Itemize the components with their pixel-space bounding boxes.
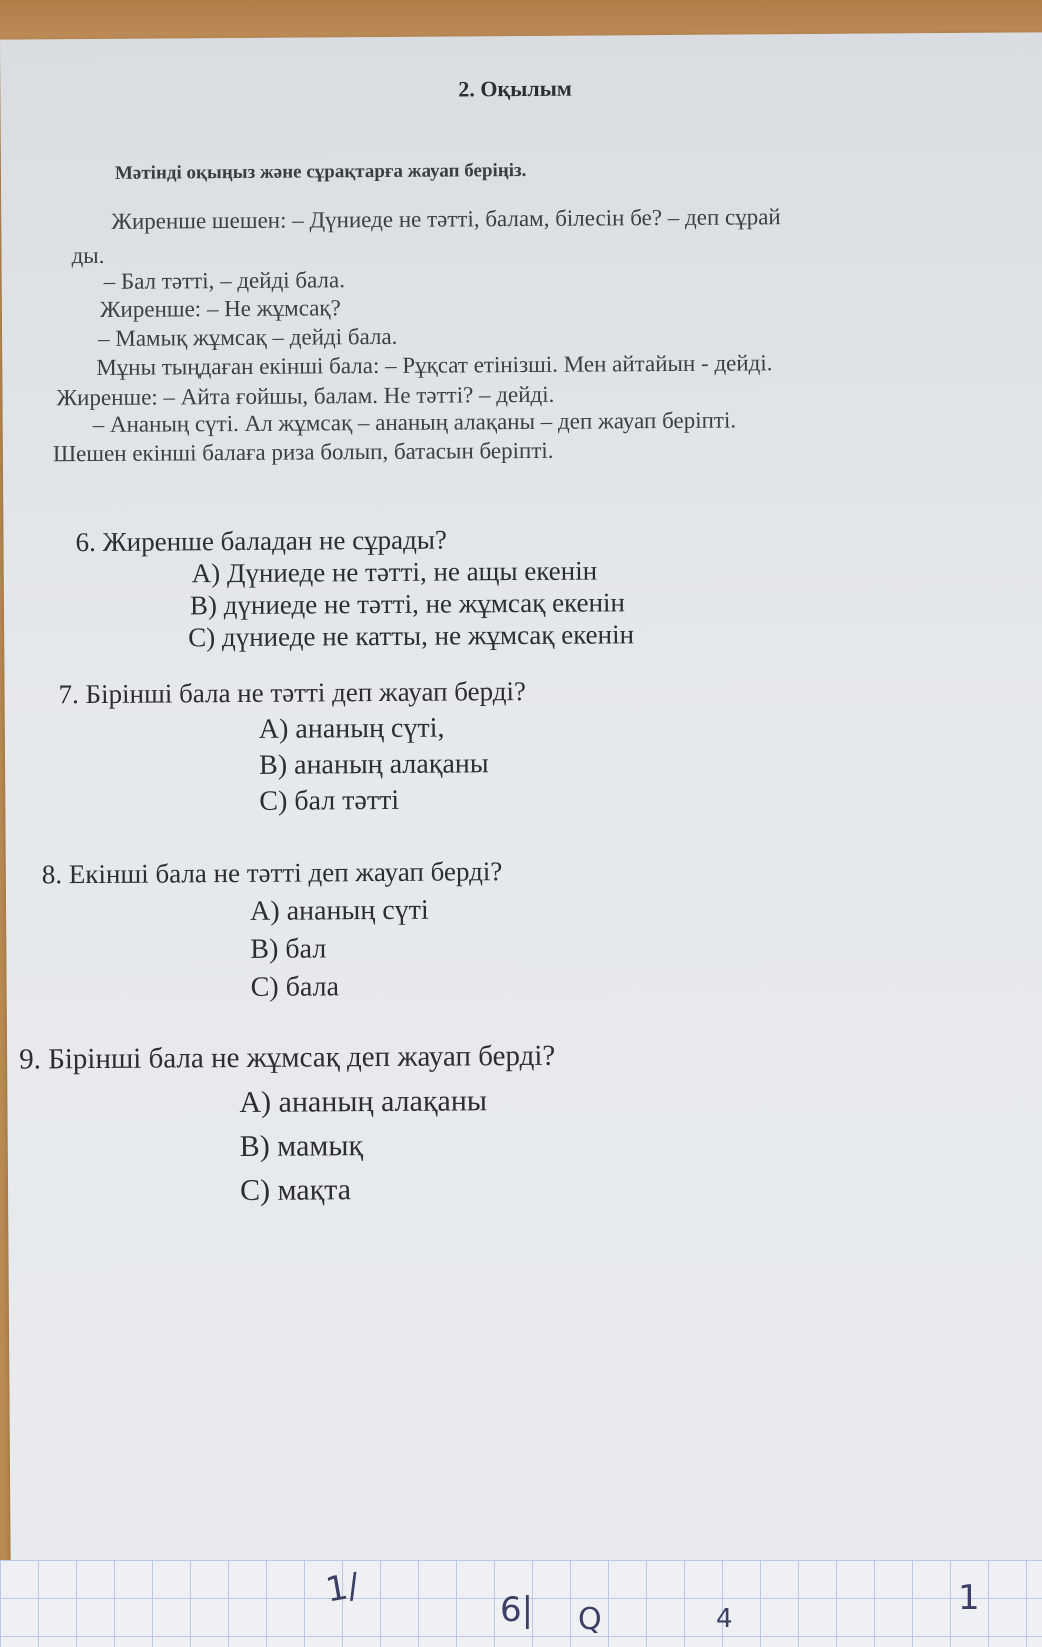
handwritten-mark: 6| <box>500 1590 534 1630</box>
passage-line: – Бал тәтті, – дейді бала. <box>103 267 346 294</box>
section-title: 2. Оқылым <box>458 75 572 102</box>
answer-option[interactable]: В) бал <box>250 933 327 965</box>
answer-option[interactable]: А) ананың сүті <box>249 894 429 927</box>
handwritten-mark: 4 <box>716 1604 733 1634</box>
passage-line: Жиренше: – Не жұмсақ? <box>99 295 341 322</box>
answer-option[interactable]: А) ананың сүті, <box>258 712 445 745</box>
answer-option[interactable]: А) Дүниеде не тәтті, не ащы екенін <box>191 555 598 589</box>
instruction: Мәтінді оқыңыз және сұрақтарға жауап беріңіз. <box>114 159 527 184</box>
passage-line: – Ананың сүті. Ал жұмсақ – ананың алақаны – деп жауап беріпті. <box>92 407 737 437</box>
answer-option[interactable]: В) дүниеде не тәтті, не жұмсақ екенін <box>189 587 626 621</box>
question-text: 6. Жиренше баладан не сұрады? <box>75 524 448 558</box>
answer-option[interactable]: С) дүниеде не катты, не жұмсақ екенін <box>188 619 635 653</box>
handwritten-mark: Q <box>578 1602 602 1637</box>
grid-notebook <box>0 1560 1042 1647</box>
passage-line: Жиренше шешен: – Дүниеде не тәтті, балам, білесін бе? – деп сұрай <box>111 204 781 234</box>
passage-line: Шешен екінші балаға риза болып, батасын беріпті. <box>52 437 554 467</box>
answer-option[interactable]: В) мамық <box>239 1129 364 1163</box>
handwritten-mark: 1/ <box>322 1565 363 1611</box>
passage-line: Жиренше: – Айта ғойшы, балам. Не тәтті? – дейді. <box>56 381 555 411</box>
answer-option[interactable]: С) бал тәтті <box>259 784 400 817</box>
answer-option[interactable]: В) ананың алақаны <box>258 748 489 781</box>
handwritten-mark: 1 <box>958 1578 980 1618</box>
passage-line: – Мамық жұмсақ – дейді бала. <box>98 323 398 351</box>
answer-option[interactable]: А) ананың алақаны <box>239 1084 488 1119</box>
answer-option[interactable]: С) бала <box>250 971 340 1003</box>
question-text: 7. Бірінші бала не тәтті деп жауап берді? <box>58 675 527 710</box>
question-text: 8. Екінші бала не тәтті деп жауап берді? <box>41 856 503 890</box>
passage-line: Мұны тыңдаған екінші бала: – Рұқсат етінізші. Мен айтайын - дейді. <box>96 350 773 380</box>
question-text: 9. Бірінші бала не жұмсақ деп жауап берді? <box>19 1039 556 1076</box>
passage-line: ды. <box>71 242 105 269</box>
worksheet-page <box>0 32 1042 1569</box>
answer-option[interactable]: С) мақта <box>239 1173 352 1207</box>
